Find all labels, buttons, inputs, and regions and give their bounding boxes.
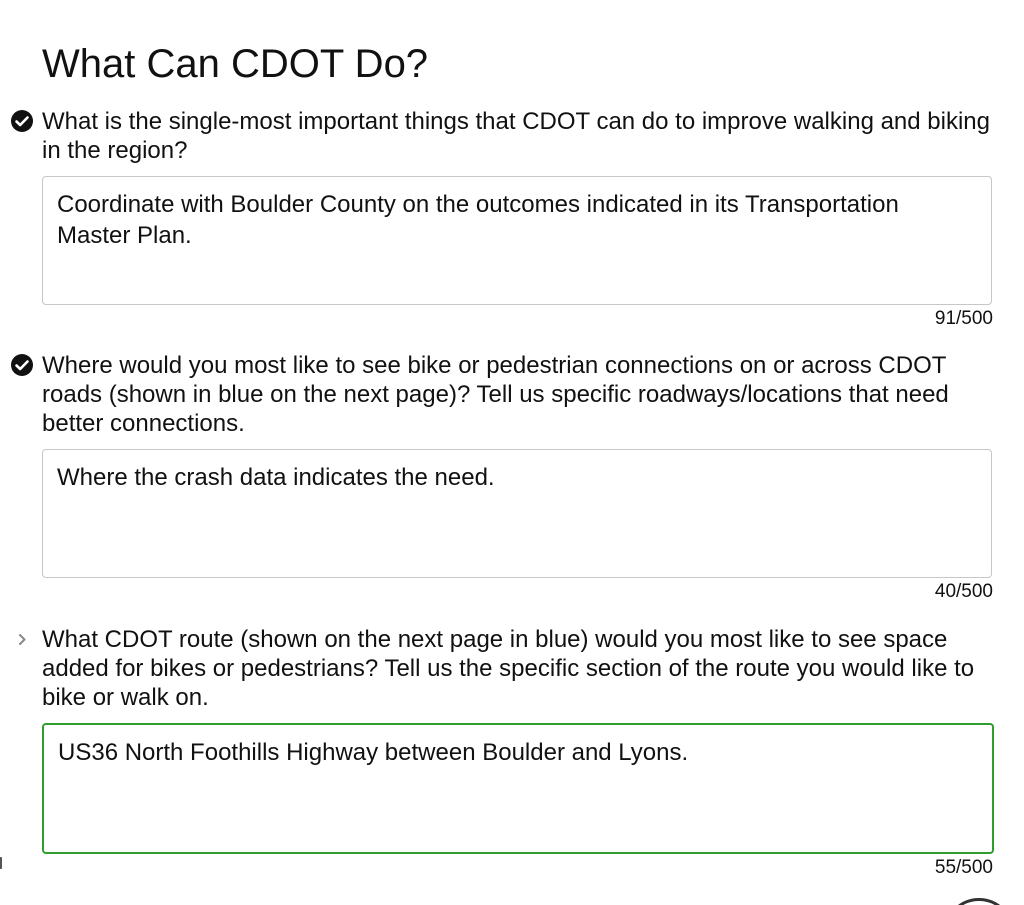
- question-3-header: [0, 625, 1000, 712]
- question-2-answer-input[interactable]: [42, 449, 992, 578]
- question-1-header: [0, 107, 1000, 165]
- question-1-char-counter: 91/500: [934, 308, 993, 329]
- question-3-answer-input[interactable]: [42, 723, 994, 854]
- chevron-right-icon: [10, 627, 34, 651]
- check-circle-icon: [10, 109, 34, 133]
- floating-action-button[interactable]: [944, 898, 1014, 905]
- question-2-header: [0, 351, 1000, 438]
- question-2: [0, 351, 1000, 604]
- question-2-text: Where would you most like to see bike or pedestrian connections on or across CDOT roads (shown in blue on the next page)? Tell us specific roadways/locations that need better connections.: [42, 352, 949, 437]
- question-3-char-counter: 55/500: [934, 857, 993, 878]
- question-1: [0, 107, 1000, 331]
- check-circle-icon: [10, 353, 34, 377]
- question-1-answer-input[interactable]: [42, 176, 992, 305]
- question-3-text: What CDOT route (shown on the next page in blue) would you most like to see space added for bikes or pedestrians? Tell us the specific section of the route you would like to bike or walk on.: [42, 626, 975, 711]
- question-3: [0, 625, 1000, 880]
- question-2-char-counter: 40/500: [934, 581, 993, 602]
- question-1-text: What is the single-most important things that CDOT can do to improve walking and biking in the region?: [42, 108, 990, 164]
- section-title: What Can CDOT Do?: [42, 42, 429, 86]
